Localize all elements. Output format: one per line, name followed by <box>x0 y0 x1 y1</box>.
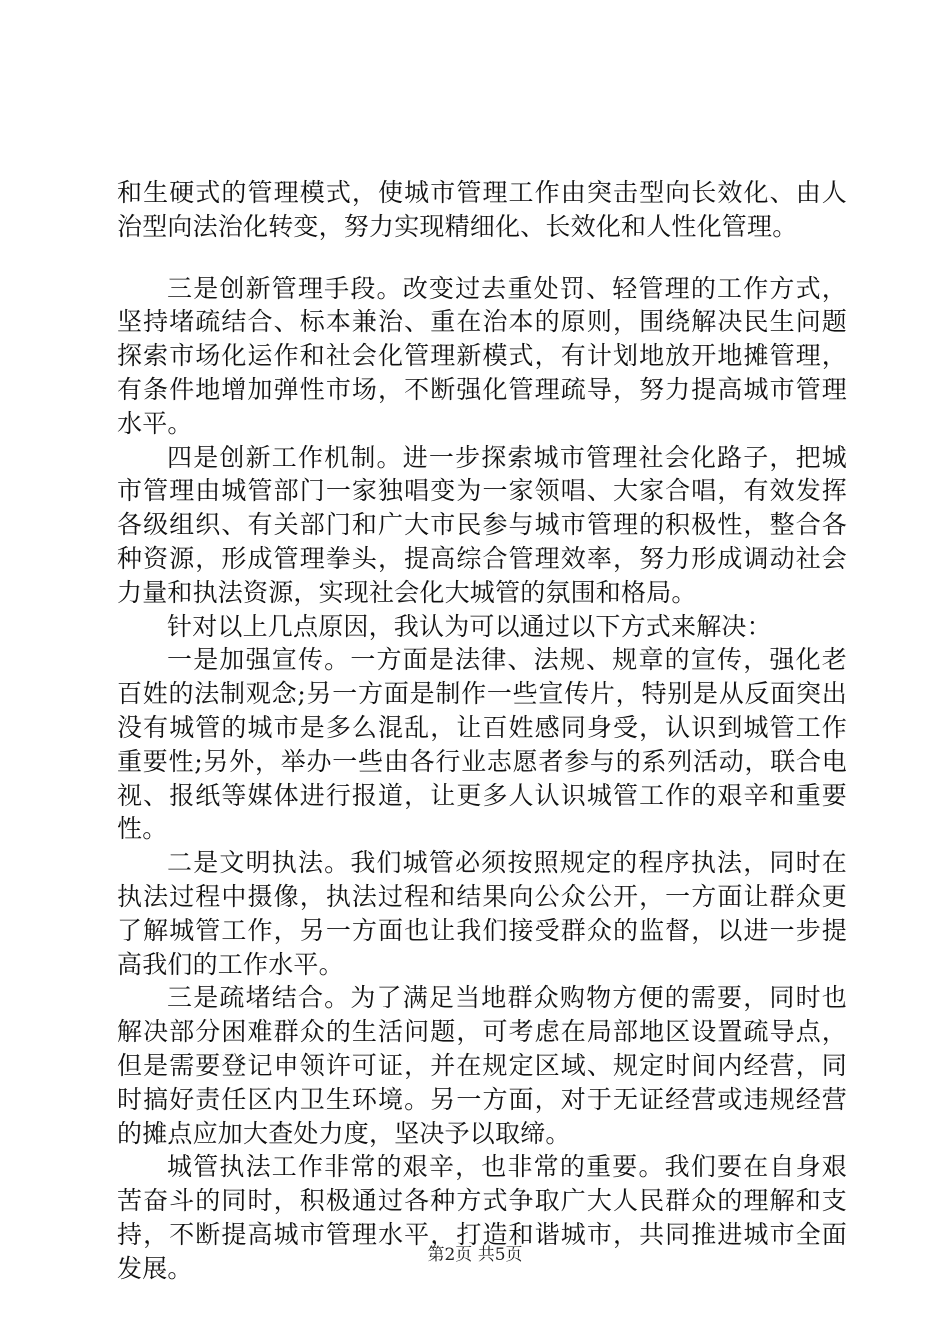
paragraph-civilized-enforcement: 二是文明执法。我们城管必须按照规定的程序执法，同时在执法过程中摄像，执法过程和结果向公众公开，一方面让群众更了解城管工作，另一方面也让我们接受群众的监督，以进一步提高我们的工作水平。 <box>117 848 847 979</box>
document-body <box>117 176 847 1286</box>
paragraph-solutions-intro: 针对以上几点原因，我认为可以通过以下方式来解决： <box>167 611 772 641</box>
paragraph-strengthen-publicity: 一是加强宣传。一方面是法律、法规、规章的宣传，强化老百姓的法制观念;另一方面是制作一些宣传片，特别是从反面突出没有城管的城市是多么混乱，让百姓感同身受，认识到城管工作重要性;另外，举办一些由各行业志愿者参与的系列活动，联合电视、报纸等媒体进行报道，让更多人认识城管工作的艰辛和重要性。 <box>117 645 847 844</box>
page-number-footer: 第2页 共5页 <box>427 1245 523 1265</box>
paragraph-innovate-management-means: 三是创新管理手段。改变过去重处罚、轻管理的工作方式，坚持堵疏结合、标本兼治、重在治本的原则，围绕解决民生问题探索市场化运作和社会化管理新模式，有计划地放开地摊管理，有条件地增加弹性市场，不断强化管理疏导，努力提高城市管理水平。 <box>117 273 847 438</box>
paragraph-combine-guidance-blocking: 三是疏堵结合。为了满足当地群众购物方便的需要，同时也解决部分困难群众的生活问题，可考虑在局部地区设置疏导点，但是需要登记申领许可证，并在规定区域、规定时间内经营，同时搞好责任区内卫生环境。另一方面，对于无证经营或违规经营的摊点应加大查处力度，坚决予以取缔。 <box>117 983 847 1148</box>
paragraph-continued: 和生硬式的管理模式，使城市管理工作由突击型向长效化、由人治型向法治化转变，努力实现精细化、长效化和人性化管理。 <box>117 178 847 241</box>
paragraph-innovate-work-mechanism: 四是创新工作机制。进一步探索城市管理社会化路子，把城市管理由城管部门一家独唱变为一家领唱、大家合唱，有效发挥各级组织、有关部门和广大市民参与城市管理的积极性，整合各种资源，形成管理拳头，提高综合管理效率，努力形成调动社会力量和执法资源，实现社会化大城管的氛围和格局。 <box>117 442 847 607</box>
paragraph-conclusion: 城管执法工作非常的艰辛，也非常的重要。我们要在自身艰苦奋斗的同时，积极通过各种方式争取广大人民群众的理解和支持，不断提高城市管理水平，打造和谐城市，共同推进城市全面发展。 <box>117 1152 847 1283</box>
